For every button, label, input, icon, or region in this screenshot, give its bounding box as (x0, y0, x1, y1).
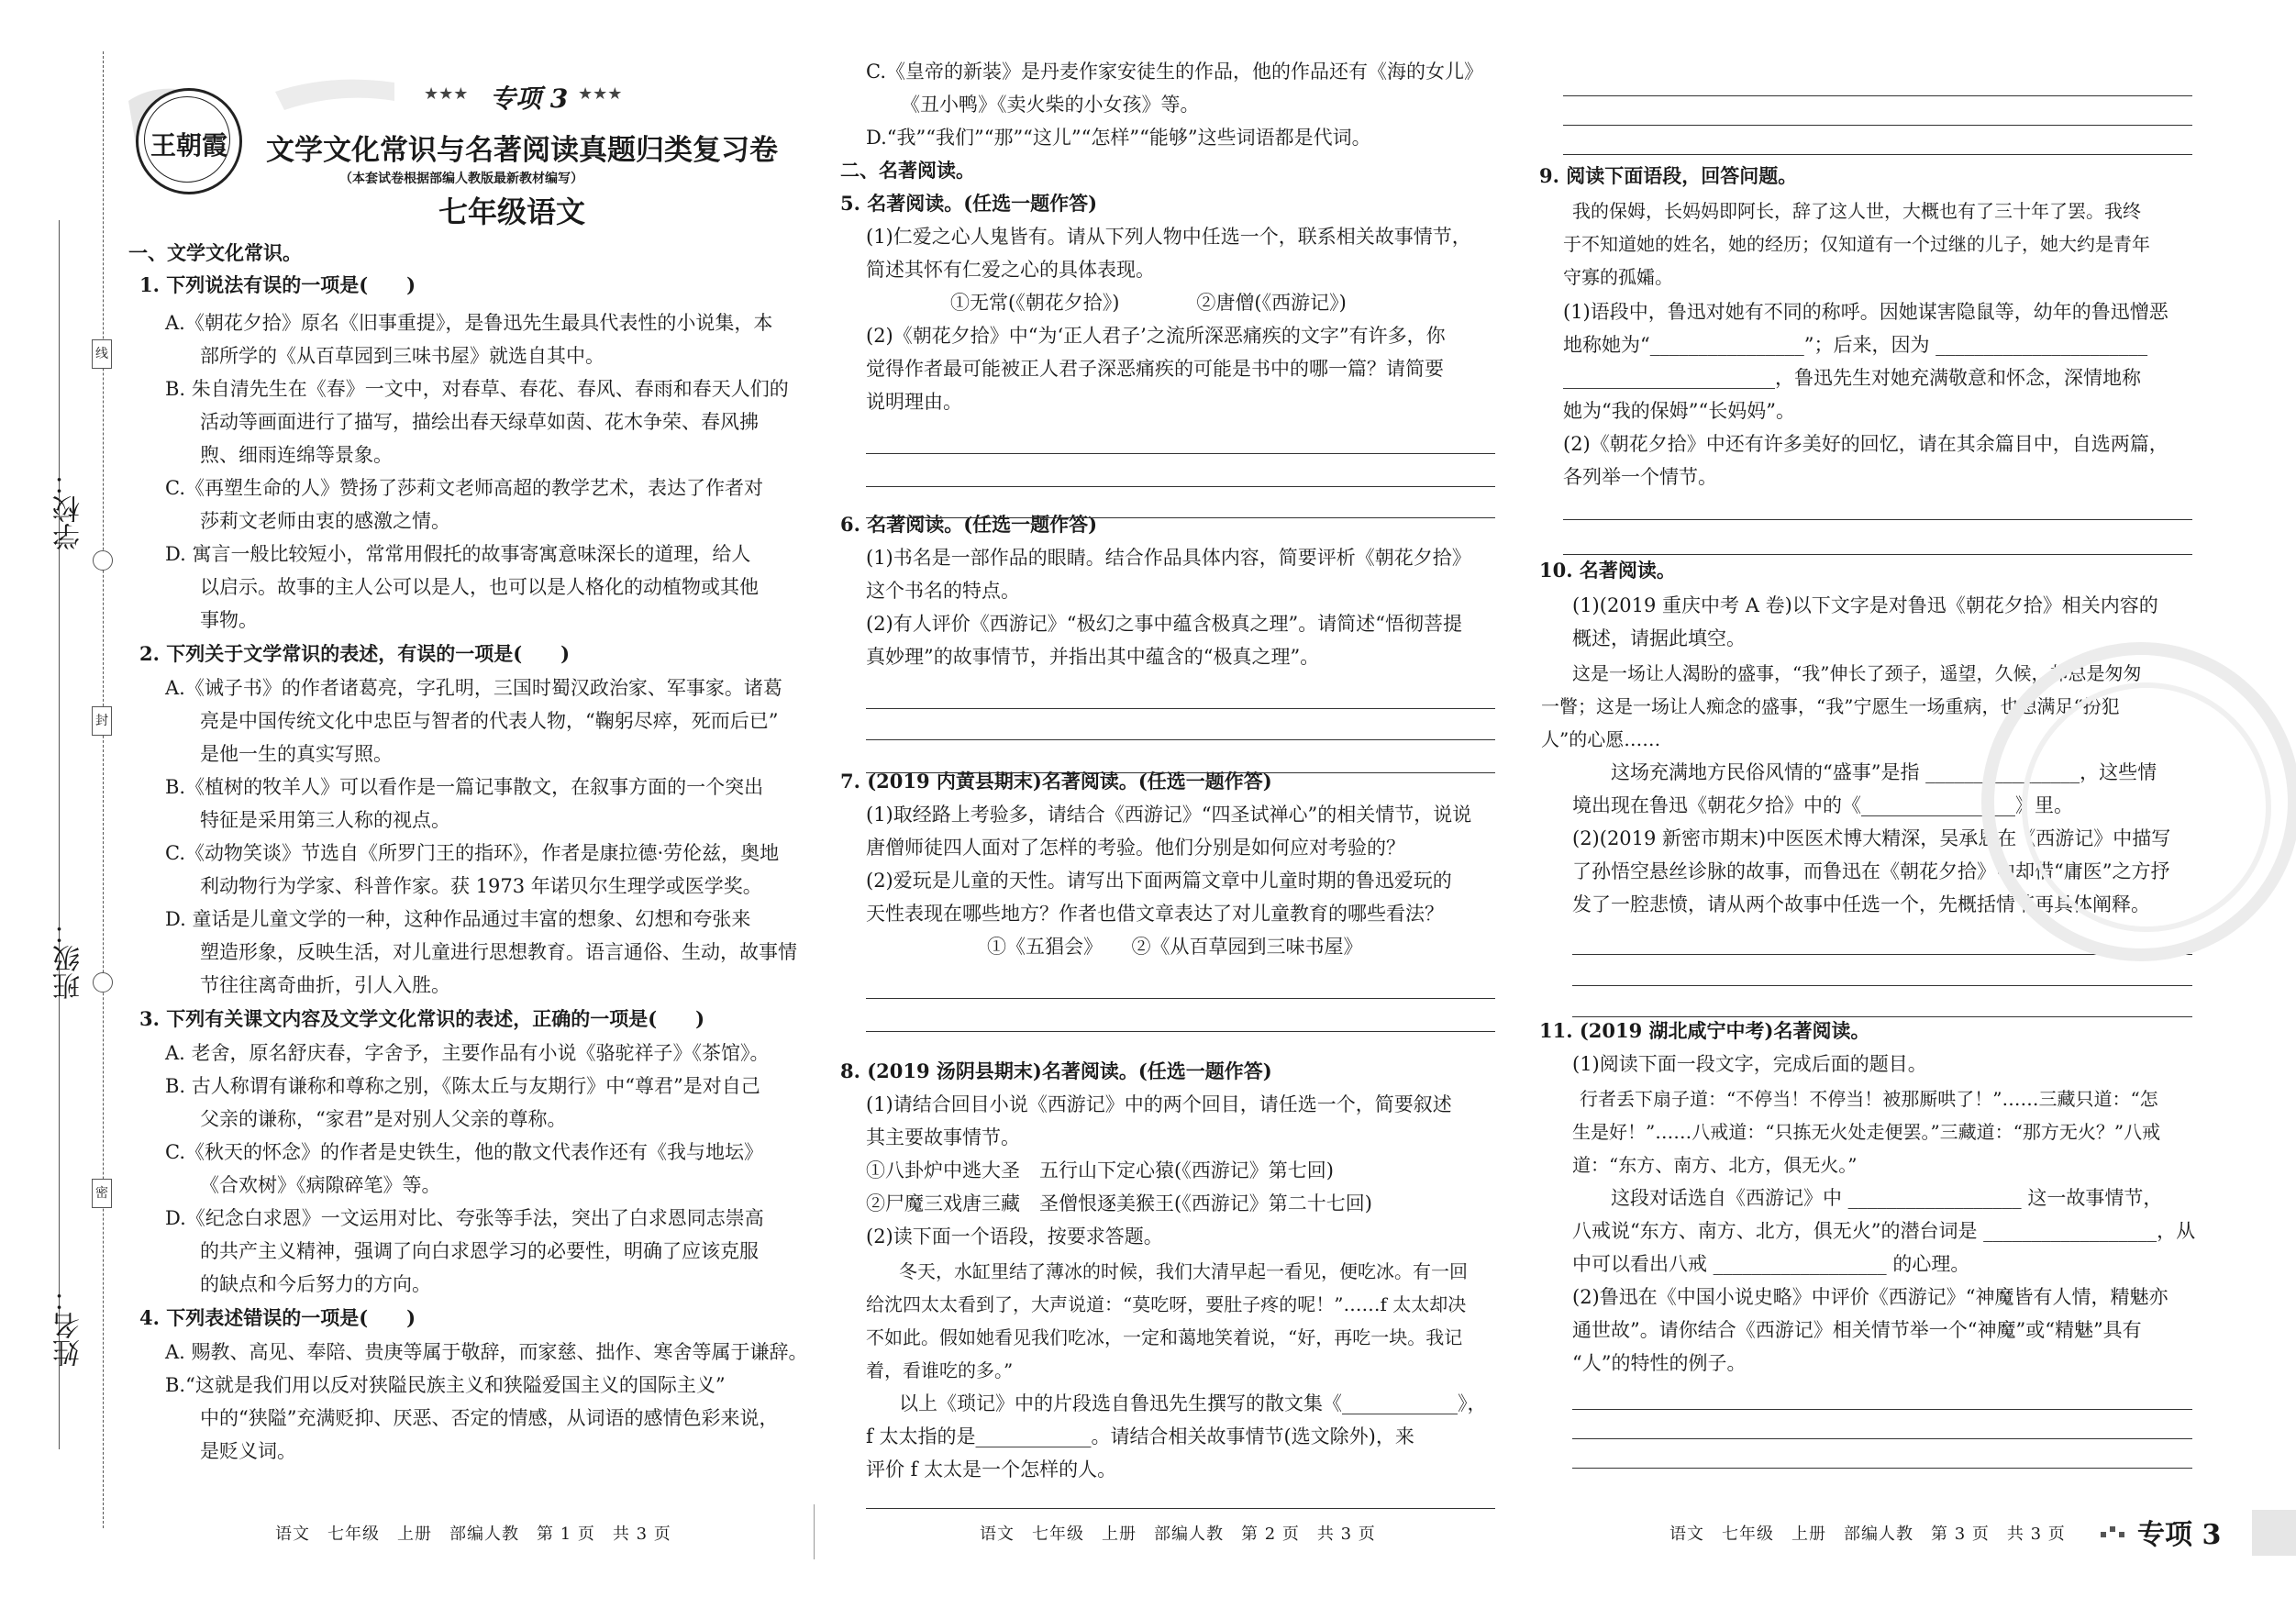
answer-line[interactable] (1563, 519, 2192, 520)
text-line: (1)(2019 重庆中考 A 卷)以下文字是对鲁迅《朝花夕拾》相关内容的 (1572, 594, 2158, 616)
text-line: 活动等画面进行了描写，描绘出春天绿草如茵、花木争荣、春风拂 (200, 411, 759, 433)
text-line: 的缺点和今后努力的方向。 (200, 1273, 431, 1295)
text-line: B.《植树的牧羊人》可以看作是一篇记事散文，在叙事方面的一个突出 (165, 776, 764, 798)
page-title: 文学文化常识与名著阅读真题归类复习卷 (266, 134, 778, 167)
binding-dashed-line (103, 51, 104, 1528)
answer-line[interactable] (1572, 985, 2192, 986)
binding-fill-line (59, 220, 60, 1449)
text-line: 部所学的《从百草园到三味书屋》就选自其中。 (200, 345, 605, 367)
brand-logo (136, 88, 242, 194)
question-heading: 10. 名著阅读。 (1539, 559, 1676, 582)
text-line: 煦、细雨连绵等景象。 (200, 444, 393, 466)
text-line: 境出现在鲁迅《朝花夕拾》中的《________________》里。 (1572, 794, 2073, 816)
text-line: (2)鲁迅在《中国小说史略》中评价《西游记》“神魔皆有人情，精魅亦 (1572, 1286, 2168, 1308)
text-line: 利动物行为学家、科普作家。获 1973 年诺贝尔生理学或医学奖。 (200, 875, 762, 897)
answer-line[interactable] (866, 739, 1495, 740)
seal-mark-close: 密 (92, 1179, 112, 1208)
text-line: ②尸魔三戏唐三藏 圣僧恨逐美猴王(《西游记》第二十七回) (866, 1192, 1372, 1214)
footer-page-2: 语文 七年级 上册 部编人教 第 2 页 共 3 页 (980, 1525, 1376, 1544)
answer-line[interactable] (1563, 125, 2192, 126)
text-line: 中的“狭隘”充满贬抑、厌恶、否定的情感，从词语的感情色彩来说， (200, 1407, 779, 1429)
answer-line[interactable] (866, 708, 1495, 709)
answer-line[interactable] (866, 1031, 1495, 1032)
text-line: 父亲的谦称，“家君”是对别人父亲的尊称。 (200, 1108, 567, 1130)
text-line: (2)有人评价《西游记》“极幻之事中蕴含极真之理”。请简述“悟彻菩提 (866, 613, 1462, 635)
text-line: 评价 f 太太是一个怎样的人。 (866, 1458, 1117, 1481)
text-line: C.《皇帝的新装》是丹麦作家安徒生的作品，他的作品还有《海的女儿》 (866, 61, 1483, 83)
footer-dots (2101, 1525, 2128, 1539)
answer-line[interactable] (1572, 1409, 2192, 1410)
school-label: 学校： (53, 468, 85, 550)
answer-line[interactable] (1572, 1438, 2192, 1439)
answer-line[interactable] (866, 453, 1495, 454)
text-line: “人”的特性的例子。 (1572, 1352, 1747, 1374)
text-line: 节往往离奇曲折，引人入胜。 (200, 974, 450, 996)
text-line: 概述，请据此填空。 (1572, 627, 1746, 649)
text-line: (1)书名是一部作品的眼睛。结合作品具体内容，简要评析《朝花夕拾》 (866, 547, 1471, 569)
text-line: (2)读下面一个语段，按要求答题。 (866, 1225, 1163, 1248)
text-line: (2)《朝花夕拾》中还有许多美好的回忆，请在其余篇目中，自选两篇， (1563, 433, 2168, 455)
text-line: 发了一腔悲愤，请从两个故事中任选一个，先概括情节再具体阐释。 (1572, 893, 2150, 915)
question-heading: 4. 下列表述错误的一项是( ) (139, 1306, 416, 1329)
text-line: A. 赐教、高见、奉陪、贵庚等属于敬辞，而家慈、拙作、寒舍等属于谦辞。 (165, 1341, 808, 1363)
footer-tag: 专项 3 (2137, 1519, 2222, 1551)
text-line: (1)阅读下面一段文字，完成后面的题目。 (1572, 1053, 1927, 1075)
answer-line[interactable] (1572, 1016, 2192, 1017)
question-heading: 6. 名著阅读。(任选一题作答) (840, 513, 1098, 536)
text-line: 这场充满地方民俗风情的“盛事”是指 ________________，这些情 (1611, 761, 2157, 783)
text-line: 冬天，水缸里结了薄冰的时候，我们大清早起一看见，便吃冰。有一回 (899, 1260, 1468, 1282)
text-line: 其主要故事情节。 (866, 1126, 1020, 1148)
text-line: C.《动物笑谈》节选自《所罗门王的指环》，作者是康拉德·劳伦兹，奥地 (165, 842, 780, 864)
answer-line[interactable] (866, 1508, 1495, 1509)
seal-mark-line: 线 (92, 339, 112, 369)
text-line: A. 老舍，原名舒庆春，字舍予，主要作品有小说《骆驼祥子》《茶馆》。 (165, 1042, 770, 1064)
text-line: 简述其怀有仁爱之心的具体表现。 (866, 259, 1155, 281)
question-heading: 7. (2019 内黄县期末)名著阅读。(任选一题作答) (840, 770, 1272, 793)
text-line: 的共产主义精神，强调了向白求恩学习的必要性，明确了应该克服 (200, 1240, 759, 1262)
watermark-stamp (1981, 642, 2296, 961)
text-line: ①无常(《朝花夕拾》) ②唐僧(《西游记》) (950, 292, 1347, 314)
text-line: 一瞥；这是一场让人痴念的盛事，“我”宁愿生一场重病，也想满足“扮犯 (1541, 695, 2120, 717)
class-label: 班级： (53, 917, 85, 1000)
footer-page-3: 语文 七年级 上册 部编人教 第 3 页 共 3 页 (1669, 1525, 2066, 1544)
text-line: (2)《朝花夕拾》中“为‘正人君子’之流所深恶痛疾的文字”有许多，你 (866, 325, 1446, 347)
text-line: 莎莉文老师由衷的感激之情。 (200, 510, 450, 532)
text-line: 地称她为“________________”；后来，因为 ______________________ (1563, 334, 2148, 356)
question-heading: 3. 下列有关课文内容及文学文化常识的表述，正确的一项是( ) (139, 1007, 705, 1030)
answer-line[interactable] (866, 517, 1495, 518)
text-line: C.《秋天的怀念》的作者是史铁生，他的散文代表作还有《我与地坛》 (165, 1141, 763, 1163)
text-line: 以启示。故事的主人公可以是人，也可以是人格化的动植物或其他 (200, 576, 759, 598)
answer-line[interactable] (1572, 1468, 2192, 1469)
text-line: 天性表现在哪些地方？作者也借文章表达了对儿童教育的哪些看法？ (866, 903, 1444, 925)
text-line: 这个书名的特点。 (866, 580, 1020, 602)
answer-line[interactable] (1563, 154, 2192, 155)
question-heading: 8. (2019 汤阴县期末)名著阅读。(任选一题作答) (840, 1059, 1272, 1082)
answer-line[interactable] (1563, 95, 2192, 96)
text-line: 是他一生的真实写照。 (200, 743, 393, 765)
text-line: 是贬义词。 (200, 1440, 296, 1462)
text-line: 这段对话选自《西游记》中 __________________ 这一故事情节， (1611, 1187, 2163, 1209)
text-line: D.“我”“我们”“那”“这儿”“怎样”“能够”这些词语都是代词。 (866, 127, 1371, 149)
grade-title: 七年级语文 (438, 194, 586, 229)
text-line: 守寡的孤孀。 (1563, 266, 1673, 288)
answer-line[interactable] (866, 486, 1495, 487)
text-line: (2)(2019 新密市期末)中医医术博大精深，吴承恩在《西游记》中描写 (1572, 827, 2171, 849)
header-stars-left: ★★★ (424, 84, 469, 104)
text-line: 亮是中国传统文化中忠臣与智者的代表人物，“鞠躬尽瘁，死而后已” (200, 710, 779, 732)
text-line: 了孙悟空悬丝诊脉的故事，而鲁迅在《朝花夕拾》中却借“庸医”之方抒 (1572, 860, 2170, 882)
text-line: 于不知道她的姓名，她的经历；仅知道有一个过继的儿子，她大约是青年 (1563, 233, 2150, 255)
text-line: A.《朝花夕拾》原名《旧事重提》，是鲁迅先生最具代表性的小说集，本 (165, 312, 773, 334)
text-line: D.《纪念白求恩》一文运用对比、夸张等手法，突出了白求恩同志崇高 (165, 1207, 764, 1229)
column-divider (814, 1504, 815, 1559)
text-line: D. 寓言一般比较短小，常常用假托的故事寄寓意味深长的道理，给人 (165, 543, 751, 565)
answer-line[interactable] (866, 998, 1495, 999)
text-line: 给沈四太太看到了，大声说道：“莫吃呀，要肚子疼的呢！”……f 太太却决 (866, 1293, 1467, 1315)
text-line: 塑造形象，反映生活，对儿童进行思想教育。语言通俗、生动，故事情 (200, 941, 797, 963)
header-stars-right: ★★★ (578, 84, 623, 104)
text-line: (1)取经路上考验多，请结合《西游记》“四圣试禅心”的相关情节，说说 (866, 804, 1472, 826)
text-line: (1)请结合回目小说《西游记》中的两个回目，请任选一个，简要叙述 (866, 1093, 1452, 1115)
text-line: (1)仁爱之心人鬼皆有。请从下列人物中任选一个，联系相关故事情节， (866, 226, 1471, 248)
binding-hole (93, 550, 113, 571)
question-heading: 5. 名著阅读。(任选一题作答) (840, 192, 1098, 215)
text-line: 行者丢下扇子道：“不停当！不停当！被那厮哄了！”……三藏只道：“怎 (1580, 1088, 2158, 1110)
text-line: 事物。 (200, 609, 258, 631)
text-line: 道：“东方、南方、北方，俱无火。” (1572, 1154, 1858, 1176)
special-number: 专项 3 (490, 83, 569, 114)
question-heading: 9. 阅读下面语段，回答问题。 (1539, 164, 1798, 187)
question-heading: 一、文学文化常识。 (128, 241, 302, 264)
text-line: ______________________，鲁迅先生对她充满敬意和怀念，深情地称 (1563, 367, 2141, 389)
text-line: 我的保姆，长妈妈即阿长，辞了这人世，大概也有了三十年了罢。我终 (1572, 200, 2141, 222)
text-line: 真妙理”的故事情节，并指出其中蕴含的“极真之理”。 (866, 646, 1320, 668)
text-line: 特征是采用第三人称的视点。 (200, 809, 450, 831)
text-line: 中可以看出八戒 __________________ 的心理。 (1572, 1253, 1970, 1275)
text-line: 唐僧师徒四人面对了怎样的考验。他们分别是如何应对考验的？ (866, 837, 1405, 859)
text-line: 说明理由。 (866, 391, 962, 413)
text-line: B. 古人称谓有谦称和尊称之别，《陈太丘与友期行》中“尊君”是对自己 (165, 1075, 760, 1097)
text-line: 这是一场让人渴盼的盛事，“我”伸长了颈子，遥望，久候，却总是匆匆 (1572, 662, 2142, 684)
question-heading: 11. (2019 湖北咸宁中考)名著阅读。 (1539, 1019, 1870, 1042)
text-line: B. 朱自清先生在《春》一文中，对春草、春花、春风、春雨和春天人们的 (165, 378, 789, 400)
text-line: 各列举一个情节。 (1563, 466, 1717, 488)
seal-mark-seal: 封 (92, 706, 112, 736)
text-line: B.“这就是我们用以反对狭隘民族主义和狭隘爱国主义的国际主义” (165, 1374, 726, 1396)
text-line: 她为“我的保姆”“长妈妈”。 (1563, 400, 1795, 422)
text-line: 着，看谁吃的多。” (866, 1359, 1014, 1381)
binding-hole (93, 972, 113, 993)
text-line: 不如此。假如她看见我们吃冰，一定和蔼地笑着说，“好，再吃一块。我记 (866, 1326, 1463, 1348)
text-line: f 太太指的是____________。请结合相关故事情节(选文除外)，来 (866, 1425, 1414, 1447)
text-line: 人”的心愿…… (1541, 728, 1661, 750)
text-line: ①八卦炉中逃大圣 五行山下定心猿(《西游记》第七回) (866, 1159, 1334, 1181)
name-label: 姓名： (53, 1284, 85, 1367)
text-line: 以上《琐记》中的片段选自鲁迅先生撰写的散文集《____________》， (899, 1392, 1487, 1414)
text-line: ①《五猖会》 ②《从百草园到三味书屋》 (987, 936, 1363, 958)
logo-text: 王朝霞 (150, 130, 227, 161)
text-line: C.《再塑生命的人》赞扬了莎莉文老师高超的教学艺术，表达了作者对 (165, 477, 763, 499)
text-line: 通世故”。请你结合《西游记》相关情节举一个“神魔”或“精魅”具有 (1572, 1319, 2142, 1341)
answer-line[interactable] (866, 772, 1495, 773)
text-line: 《丑小鸭》《卖火柴的小女孩》等。 (901, 94, 1200, 116)
text-line: 《合欢树》《病隙碎笔》等。 (200, 1174, 441, 1196)
footer-tab (2252, 1510, 2296, 1556)
text-line: (2)爱玩是儿童的天性。请写出下面两篇文章中儿童时期的鲁迅爱玩的 (866, 870, 1452, 892)
text-line: 觉得作者最可能被正人君子深恶痛疾的可能是书中的哪一篇？请简要 (866, 358, 1444, 380)
text-line: D. 童话是儿童文学的一种，这种作品通过丰富的想象、幻想和夸张来 (165, 908, 751, 930)
question-heading: 2. 下列关于文学常识的表述，有误的一项是( ) (139, 642, 571, 665)
text-line: (1)语段中，鲁迅对她有不同的称呼。因她谋害隐鼠等，幼年的鲁迅憎恶 (1563, 301, 2168, 323)
page-subtitle: （本套试卷根据部编人教版最新教材编写） (339, 172, 583, 186)
footer-page-1: 语文 七年级 上册 部编人教 第 1 页 共 3 页 (275, 1525, 671, 1544)
text-line: A.《诫子书》的作者诸葛亮，字孔明，三国时蜀汉政治家、军事家。诸葛 (165, 677, 782, 699)
text-line: 八戒说“东方、南方、北方，俱无火”的潜台词是 __________________，从 (1572, 1220, 2196, 1242)
question-heading: 二、名著阅读。 (840, 159, 975, 182)
answer-line[interactable] (1563, 554, 2192, 555)
text-line: 生是好！”……八戒道：“只拣无火处走便罢。”三藏道：“那方无火？”八戒 (1572, 1121, 2161, 1143)
question-heading: 1. 下列说法有误的一项是( ) (139, 273, 416, 296)
